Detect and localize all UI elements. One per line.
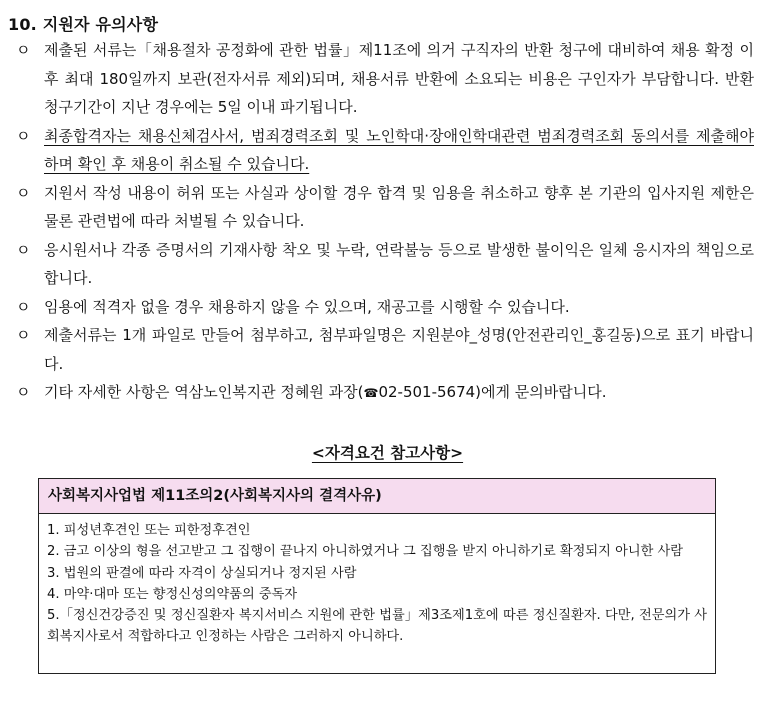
notice-text: 응시원서나 각종 증명서의 기재사항 착오 및 누락, 연락불능 등으로 발생한 불이익은 일체 응시자의 책임으로 합니다. <box>44 240 754 287</box>
section-title <box>8 12 158 35</box>
notice-text: 제출된 서류는「채용절차 공정화에 관한 법률」제11조에 의거 구직자의 반환 청구에 대비하여 채용 확정 이후 최대 180일까지 보관(전자서류 제외)되며, 채용서류 반환에 소요되는 비용은 구인자가 부담합니다. 반환 청구기간이 지난 경우에는 5일 이내 파기됩니다. <box>44 41 754 116</box>
bullet-icon: ㅇ <box>16 326 31 344</box>
bullet-icon: ㅇ <box>16 240 31 259</box>
notice-item-underlined <box>14 122 754 179</box>
reference-item: 3. 법원의 판결에 따라 자격이 상실되거나 정지된 사람 <box>47 565 357 581</box>
contact-item <box>14 378 754 408</box>
bullet-icon: ㅇ <box>16 297 31 316</box>
notice-text: 최종합격자는 채용신체검사서, 범죄경력조회 및 노인학대·장애인학대관련 범죄경력조회 동의서를 제출해야 하며 확인 후 채용이 취소될 수 있습니다. <box>44 126 754 173</box>
bullet-icon: ㅇ <box>16 41 31 59</box>
notice-list <box>14 36 754 408</box>
bullet-icon: ㅇ <box>16 383 31 401</box>
notice-item <box>14 179 754 236</box>
reference-item: 4. 마약·대마 또는 향정신성의약품의 중독자 <box>47 586 298 602</box>
bullet-icon: ㅇ <box>16 183 31 202</box>
contact-text <box>44 383 606 401</box>
notice-text: 제출서류는 1개 파일로 만들어 첨부하고, 첨부파일명은 지원분야_성명(안전관리인_홍길동)으로 표기 바랍니다. <box>44 326 754 373</box>
reference-heading <box>0 441 775 463</box>
reference-item: 2. 금고 이상의 형을 선고받고 그 집행이 끝나지 아니하였거나 그 집행을 받지 아니하기로 확정되지 아니한 사람 <box>47 544 683 560</box>
contact-text-before: 기타 자세한 사항은 역삼노인복지관 정혜원 과장( <box>44 383 364 401</box>
bullet-icon: ㅇ <box>16 126 31 145</box>
reference-box <box>38 478 716 674</box>
phone-icon: ☎ <box>363 386 379 400</box>
reference-box-title: 사회복지사업법 제11조의2(사회복지사의 결격사유) <box>39 479 715 514</box>
contact-text-after: )에게 문의바랍니다. <box>475 383 607 401</box>
reference-item: 5.「정신건강증진 및 정신질환자 복지서비스 지원에 관한 법률」제3조제1호에 따른 정신질환자. 다만, 전문의가 사회복지사로서 적합하다고 인정하는 사람은 그러하지 아니하다. <box>47 608 707 645</box>
notice-item <box>14 293 754 322</box>
notice-text: 지원서 작성 내용이 허위 또는 사실과 상이할 경우 합격 및 임용을 취소하고 향후 본 기관의 입사지원 제한은 물론 관련법에 따라 처벌될 수 있습니다. <box>44 183 754 230</box>
notice-item <box>14 236 754 293</box>
notice-item <box>14 36 754 122</box>
section-title-text: 지원자 유의사항 <box>42 15 159 34</box>
reference-heading-text: <자격요건 참고사항> <box>311 444 464 462</box>
phone-number: 02-501-5674 <box>378 383 476 401</box>
reference-list <box>39 514 715 648</box>
notice-text: 임용에 적격자 없을 경우 채용하지 않을 수 있으며, 재공고를 시행할 수 있습니다. <box>44 297 570 316</box>
section-number: 10. <box>8 15 37 34</box>
reference-item: 1. 피성년후견인 또는 피한정후견인 <box>47 523 251 538</box>
notice-item <box>14 321 754 378</box>
